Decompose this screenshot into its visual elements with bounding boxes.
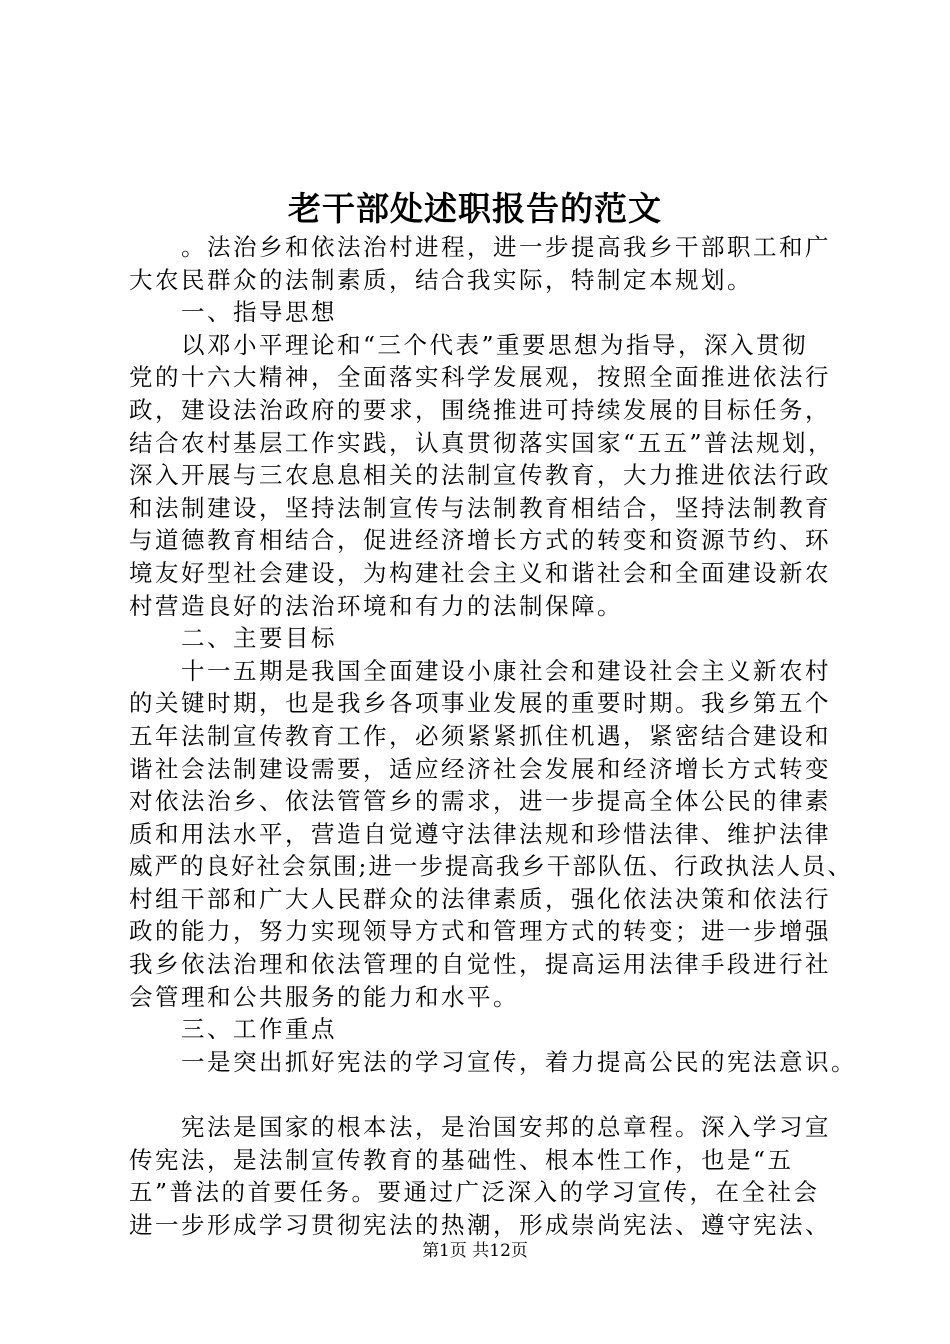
text-line: 和法制建设，坚持法制宣传与法制教育相结合，坚持法制教育 <box>129 493 831 522</box>
text-line: 谐社会法制建设需要，适应经济社会发展和经济增长方式转变 <box>129 754 831 783</box>
text-line: 以邓小平理论和“三个代表”重要思想为指导，深入贯彻 <box>181 330 809 359</box>
text-line: 村营造良好的法治环境和有力的法制保障。 <box>129 591 623 620</box>
text-line: 结合农村基层工作实践，认真贯彻落实国家“五五”普法规划， <box>129 428 835 457</box>
page-footer: 第1页 共12页 <box>422 1241 528 1261</box>
text-line: 十一五期是我国全面建设小康社会和建设社会主义新农村 <box>181 656 831 685</box>
text-line: 政的能力，努力实现领导方式和管理方式的转变；进一步增强 <box>129 917 831 946</box>
text-line: 五”普法的首要任务。要通过广泛深入的学习宣传，在全社会 <box>129 1178 820 1207</box>
text-line: 党的十六大精神，全面落实科学发展观，按照全面推进依法行 <box>129 363 831 392</box>
text-line: 。法治乡和依法治村进程，进一步提高我乡干部职工和广 <box>181 233 831 261</box>
text-line: 我乡依法治理和依法管理的自觉性，提高运用法律手段进行社 <box>129 950 831 979</box>
text-line: 宪法是国家的根本法，是治国安邦的总章程。深入学习宣 <box>181 1113 831 1142</box>
text-line: 威严的良好社会氛围;进一步提高我乡干部队伍、行政执法人员、 <box>129 852 853 881</box>
text-line: 对依法治乡、依法管管乡的需求，进一步提高全体公民的律素 <box>129 787 831 816</box>
paragraph-gap <box>129 1078 859 1111</box>
text-line: 会管理和公共服务的能力和水平。 <box>129 982 519 1011</box>
text-line: 村组干部和广大人民群众的法律素质，强化依法决策和依法行 <box>129 884 831 913</box>
text-line: 政，建设法治政府的要求，围绕推进可持续发展的目标任务， <box>129 395 831 424</box>
section-heading: 三、工作重点 <box>181 1015 337 1044</box>
text-line: 一是突出抓好宪法的学习宣传，着力提高公民的宪法意识。 <box>181 1047 857 1076</box>
section-heading: 一、指导思想 <box>181 298 337 327</box>
document-title: 老干部处述职报告的范文 <box>288 189 662 228</box>
text-line: 五年法制宣传教育工作，必须紧紧抓住机遇，紧密结合建设和 <box>129 721 831 750</box>
text-line: 质和用法水平，营造自觉遵守法律法规和珍惜法律、维护法律 <box>129 819 831 848</box>
text-line: 进一步形成学习贯彻宪法的热潮，形成崇尚宪法、遵守宪法、 <box>129 1210 831 1239</box>
text-line: 的关键时期，也是我乡各项事业发展的重要时期。我乡第五个 <box>129 689 831 718</box>
text-line: 深入开展与三农息息相关的法制宣传教育，大力推进依法行政 <box>129 461 831 490</box>
text-line: 与道德教育相结合，促进经济增长方式的转变和资源节约、环 <box>129 526 831 555</box>
text-line: 境友好型社会建设，为构建社会主义和谐社会和全面建设新农 <box>129 558 831 587</box>
text-line: 传宪法，是法制宣传教育的基础性、根本性工作，也是“五 <box>129 1145 794 1174</box>
document-body <box>129 231 859 1241</box>
section-heading: 二、主要目标 <box>181 624 337 653</box>
text-line: 大农民群众的法制素质，结合我实际，特制定本规划。 <box>129 265 753 294</box>
